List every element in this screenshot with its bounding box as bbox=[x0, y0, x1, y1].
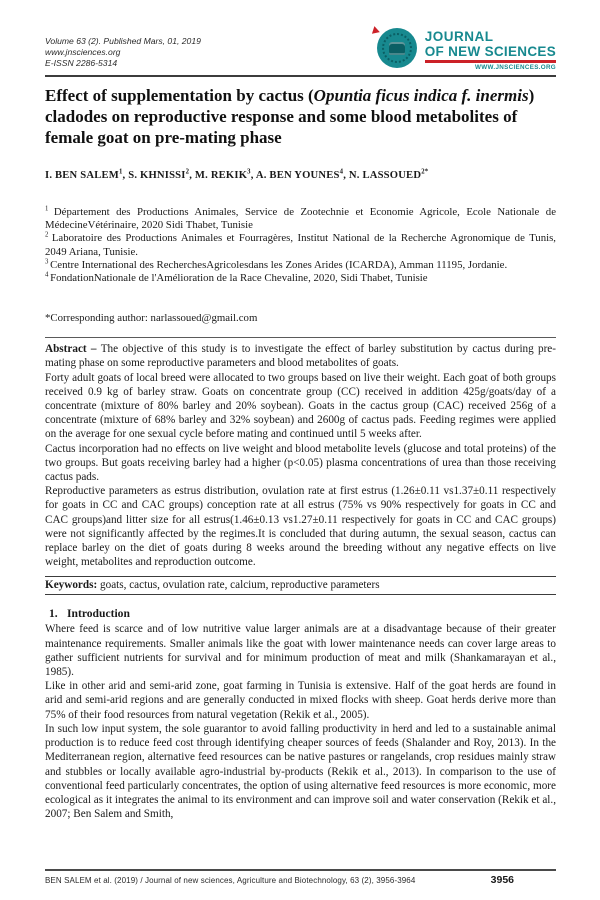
issue-info bbox=[45, 26, 201, 68]
journal-website: www.jnsciences.org bbox=[45, 46, 121, 57]
issn-line: E-ISSN 2286-5314 bbox=[45, 57, 118, 68]
abstract bbox=[45, 342, 556, 569]
affiliation: $^4$ FondationNationale de l'Amélioration de la Race Chevaline, 2020, Sidi Thabet, Tunisie bbox=[45, 271, 428, 285]
page-number: 3956 bbox=[490, 874, 514, 886]
logo-globe-icon bbox=[377, 28, 417, 68]
affiliation: $^3$ Centre International des RecherchesAgricolesdans les Zones Arides (ICARDA), Amman 11195, Jordanie. bbox=[45, 258, 508, 271]
affiliation: $^1$ Département des Productions Animales, Service de Zootechnie et Economie Agricole, Ecole Nationale de MédecineVétérinaire, 2020 Sidi Thabet, Tunisie bbox=[45, 205, 556, 232]
abstract-divider bbox=[45, 337, 556, 338]
logo-url: WWW.JNSCIENCES.ORG bbox=[475, 64, 556, 71]
introduction-body bbox=[45, 622, 556, 821]
abstract-paragraph: Reproductive parameters as estrus distribution, ovulation rate at first estrus (1.26±0.11 vs1.37±0.11 respectively for goats in CC and CAC groups) conception rate at all estrus (75% vs 90% respectively for goats in CC and CAC groups)and litter size for all estrus(1.46±0.13 vs1.27±0.11 respectively for goats in CC and CAC groups) were not significantly affected by the regimes.It is concluded that during autumn, the sexual season, cactus can replace barley on the diet of goats during 8 weeks around the breeding without any negative effects on live weight, metabolites and reproduction outcome. bbox=[45, 485, 556, 569]
corresponding-author: *Corresponding author: narlassoued@gmail.com bbox=[45, 312, 258, 325]
journal-logo bbox=[375, 26, 556, 71]
keywords-label: Keywords: bbox=[45, 579, 98, 592]
journal-logo-icon bbox=[375, 26, 419, 70]
page-footer bbox=[45, 869, 556, 886]
author: A. BEN YOUNES$^4$ bbox=[255, 168, 344, 181]
page-header bbox=[45, 26, 556, 71]
abstract-paragraph: Abstract – The objective of this study is to investigate the effect of barley substitution by cactus during pre-mating phase on some reproductive parameters and blood metabolites of goats. bbox=[45, 343, 556, 370]
logo-flag-icon bbox=[372, 26, 381, 36]
journal-logo-text bbox=[425, 26, 556, 71]
logo-red-underline bbox=[425, 60, 556, 63]
title-species-italic: Opuntia ficus indica f. inermis bbox=[313, 86, 529, 105]
author: I. BEN SALEM$^1$ bbox=[45, 168, 123, 181]
header-divider bbox=[45, 75, 556, 77]
author: N. $LASSOUED^{2*}$ bbox=[348, 168, 429, 181]
keywords-text: goats, cactus, ovulation rate, calcium, reproductive parameters bbox=[100, 579, 380, 592]
affiliation: $^2$ Laboratoire des Productions Animales et Fourragères, Institut National de la Recherche Agronomique de Tunis, 2049 Ariana, Tunisie. bbox=[45, 231, 557, 258]
article-title bbox=[45, 85, 556, 148]
section-paragraph: Where feed is scarce and of low nutritive value larger animals are at a disadvantage because of their greater maintenance requirements. Smaller animals like the goat with lower maintenance needs can cover large areas to gather sufficient nutrients for survival and for minimum production of meat and milk (Shankamarayan et al., 1985). bbox=[45, 623, 556, 679]
title-pre: Effect of supplementation by cactus ( bbox=[45, 86, 314, 105]
section-number: 1. bbox=[49, 607, 58, 621]
authors-line: I. BEN SALEM$^1$, S. KHNISSI$^2$, M. REKIK$^3$, A. BEN YOUNES$^4$, N. $LASSOUED^{2*}$ bbox=[45, 168, 429, 181]
logo-title-line2: OF NEW SCIENCES bbox=[424, 44, 556, 59]
logo-title-line1: JOURNAL bbox=[424, 29, 494, 44]
section-title: Introduction bbox=[67, 607, 130, 621]
affiliations bbox=[45, 206, 556, 285]
abstract-paragraph: Cactus incorporation had no effects on live weight and blood metabolite levels (glucose and total proteins) of the two groups. But goats receiving barley had a higher (p<0.05) plasma concentrations of urea than those receiving cactus pads. bbox=[45, 442, 556, 484]
footer-citation: BEN SALEM et al. (2019) / Journal of new sciences, Agriculture and Biotechnology, 63 (2), 3956-3964 bbox=[45, 876, 416, 885]
author: S. KHNISSI$^2$ bbox=[128, 168, 190, 181]
abstract-paragraph: Forty adult goats of local breed were allocated to two groups based on live their weight. Each goat of both groups received 0.9 kg of barley straw. Goats on concentrate group (CC) received in addition 425g/goats/day of a concentrate (mixture of 80% barley and 20% soybean). Goats in the cactus group (CAC) received 256g of a concentrate (mixture of 68% barley and 32% soybean) and 2600g of cactus pads. Feeding regimes were applied on the average for one sexual cycle before mating and continued until 5 weeks after. bbox=[45, 371, 556, 441]
title-post: ) cladodes on reproductive response and some blood metabolites of female goat on pre-mating phase bbox=[45, 86, 535, 147]
author: M. REKIK$^3$ bbox=[194, 168, 251, 181]
volume-line: Volume 63 (2). Published Mars, 01, 2019 bbox=[45, 36, 201, 46]
section-paragraph: In such low input system, the sole guarantor to avoid falling productivity in herd and led to a sustainable animal production is to reduce feed cost through identifying cheaper sources of feeds (Shalander and Roy, 2013). In the Mediterranean region, alternative feed resources can be native pastures or rangelands, crop residues mainly straw and stubbles or locally available agro-industrial by-products (Rekik et al., 2013). In comparison to the use of conventional feed particularly concentrates, the option of using alternative feed resources is more economic, more ecological as it integrates the animal to its environment and can improve soil and water conservation (Rekik et al., 2007; Ben Salem and Smith, bbox=[45, 722, 556, 821]
section-heading-introduction bbox=[45, 607, 556, 620]
keywords-line bbox=[45, 576, 556, 595]
section-paragraph: Like in other arid and semi-arid zone, goat farming in Tunisia is extensive. Half of the goat herds are found in arid and semi-arid regions and are generally conducted in mixed flocks with sheep. Goat herds derive more than 75% of their food resources from natural vegetation (Rekik et al., 2005). bbox=[45, 680, 556, 721]
